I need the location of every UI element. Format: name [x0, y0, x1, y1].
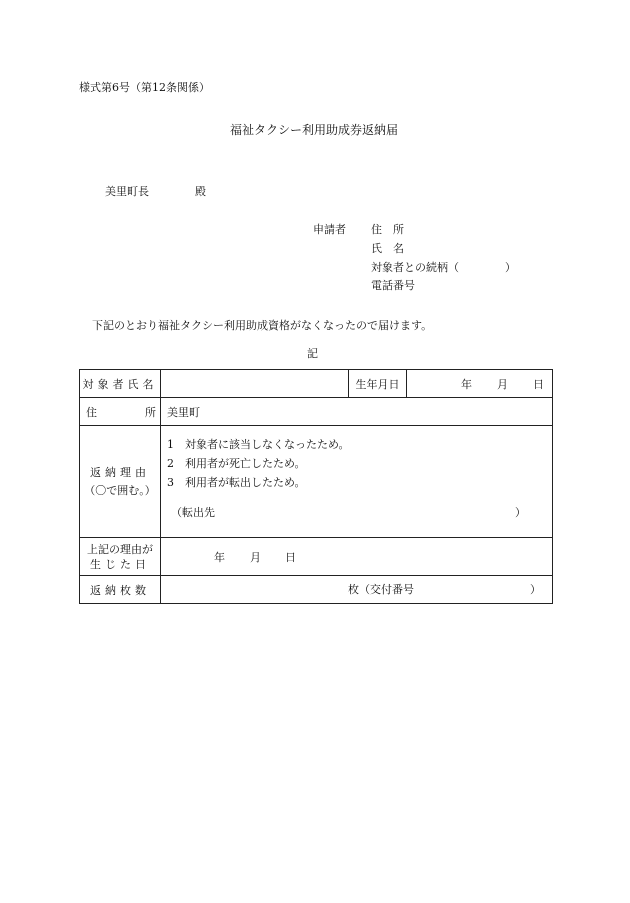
occurred-date-row [80, 538, 553, 576]
target-name-row [80, 370, 553, 398]
birth-day-label: 日 [533, 378, 544, 391]
occurred-label-line1: 上記の理由が [87, 542, 153, 556]
reason-options [161, 426, 553, 538]
reason-label [80, 426, 161, 538]
address-row [80, 398, 553, 426]
applicant-relation-close: ） [505, 261, 516, 274]
applicant-relation-open: 対象者との続柄（ [371, 261, 459, 274]
count-close: ） [530, 583, 541, 596]
form-number: 様式第6号（第12条関係） [79, 81, 210, 94]
ki-heading: 記 [307, 347, 318, 360]
occurred-day-label: 日 [285, 551, 296, 564]
move-destination-close: ） [515, 506, 526, 519]
count-label: 返納枚数 [80, 576, 161, 604]
applicant-phone-label: 電話番号 [371, 279, 415, 292]
applicant-name-label: 氏 名 [371, 242, 404, 255]
birthdate-label: 生年月日 [349, 370, 407, 398]
target-name-label: 対象者氏名 [80, 370, 161, 398]
reason-text: 利用者が死亡したため。 [185, 457, 306, 470]
reason-option-1[interactable] [167, 435, 350, 454]
reason-text: 利用者が転出したため。 [185, 476, 306, 489]
birthdate-field[interactable] [407, 370, 553, 398]
move-destination-open: （転出先 [171, 506, 215, 519]
applicant-address-label: 住 所 [371, 223, 404, 236]
page-title: 福祉タクシー利用助成券返納届 [230, 123, 399, 137]
address-label [80, 398, 161, 426]
return-form-table [79, 369, 553, 604]
reason-label-main: 返納理由 [90, 465, 150, 479]
occurred-month-label: 月 [250, 551, 261, 564]
reason-text: 対象者に該当しなくなったため。 [185, 438, 350, 451]
intro-text: 下記のとおり福祉タクシー利用助成資格がなくなったので届けます。 [92, 319, 433, 332]
reason-number: 2 [167, 457, 174, 470]
address-label-right: 所 [145, 406, 156, 419]
reason-label-note: （〇で囲む。） [84, 483, 156, 497]
reason-option-2[interactable] [167, 454, 350, 473]
count-unit: 枚（交付番号 [348, 583, 414, 596]
count-row [80, 576, 553, 604]
reason-number: 1 [167, 438, 174, 451]
applicant-label: 申請者 [313, 223, 346, 236]
addressee-honorific: 殿 [195, 185, 206, 198]
addressee-name: 美里町長 [105, 185, 149, 198]
count-field[interactable] [161, 576, 553, 604]
target-name-field[interactable] [161, 370, 349, 398]
reason-number: 3 [167, 476, 174, 489]
reason-option-3[interactable] [167, 473, 350, 492]
address-value: 美里町 [167, 405, 200, 419]
address-field[interactable] [161, 398, 553, 426]
occurred-year-label: 年 [214, 551, 225, 564]
reason-row [80, 426, 553, 538]
birth-month-label: 月 [497, 378, 508, 391]
address-label-left: 住 [86, 406, 97, 419]
occurred-label [80, 538, 161, 576]
occurred-label-line2: 生じた日 [90, 557, 150, 571]
occurred-date-field[interactable] [161, 538, 553, 576]
birth-year-label: 年 [461, 378, 472, 391]
